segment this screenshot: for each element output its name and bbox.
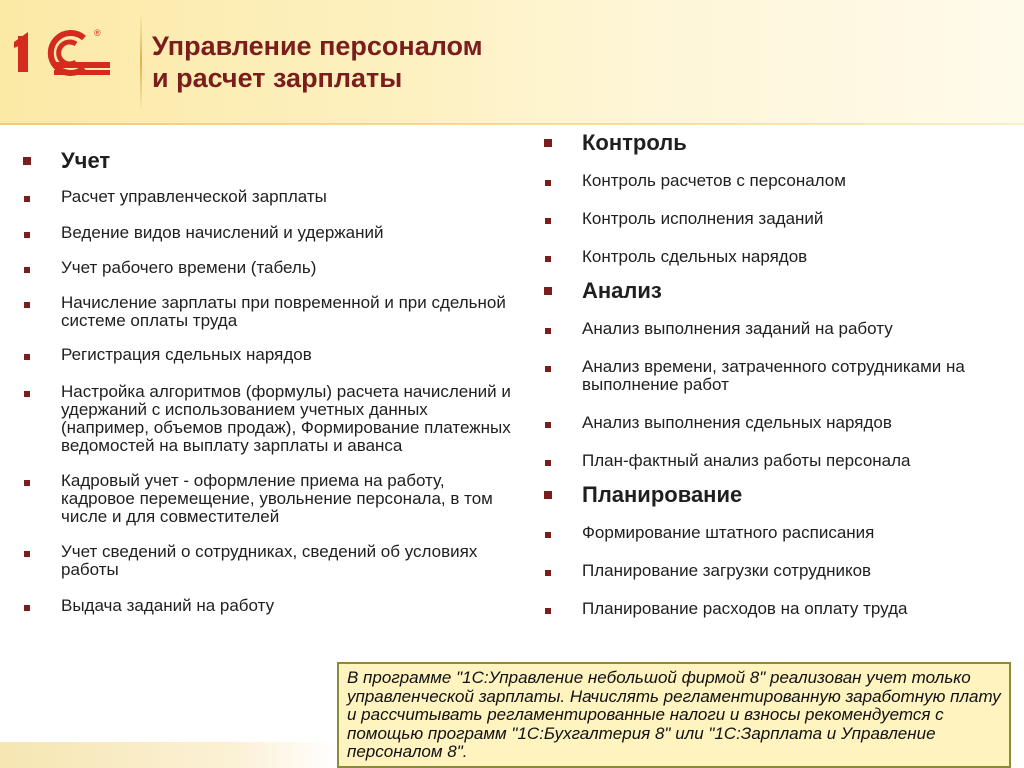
list-item: Анализ времени, затраченного сотрудниками на выполнение работ — [543, 358, 1003, 394]
list-item: Начисление зарплаты при повременной и при сдельной системе оплаты труда — [22, 294, 512, 330]
header-underline — [0, 123, 1024, 125]
list-item: Регистрация сдельных нарядов — [22, 346, 512, 364]
right-column — [543, 130, 1003, 618]
list-item: План-фактный анализ работы персонала — [543, 452, 1003, 470]
square-bullet-icon — [24, 480, 30, 486]
square-bullet-icon — [544, 491, 552, 499]
square-bullet-icon — [545, 366, 551, 372]
list-item: Учет сведений о сотрудниках, сведений об условиях работы — [22, 543, 512, 579]
square-bullet-icon — [24, 232, 30, 238]
square-bullet-icon — [24, 196, 30, 202]
page-title — [152, 30, 483, 94]
square-bullet-icon — [24, 551, 30, 557]
footer-band — [0, 742, 337, 768]
registered-mark: ® — [94, 28, 101, 38]
square-bullet-icon — [24, 267, 30, 273]
list-item: Формирование штатного расписания — [543, 524, 1003, 542]
square-bullet-icon — [24, 354, 30, 360]
list-item: Анализ выполнения сдельных нарядов — [543, 414, 1003, 432]
note-text: В программе "1С:Управление небольшой фирмой 8" реализован учет только управленческой зарплаты. Начислять регламентированную заработную плату и рассчитывать регламентированные налоги и взносы рекомендуется с помощью программ "1С:Бухгалтерия 8" или "1С:Зарплата и Управление персоналом 8". — [347, 668, 1001, 761]
list-item: Анализ выполнения заданий на работу — [543, 320, 1003, 338]
square-bullet-icon — [545, 460, 551, 466]
list-item: Планирование загрузки сотрудников — [543, 562, 1003, 580]
square-bullet-icon — [544, 139, 552, 147]
list-item: Контроль расчетов с персоналом — [543, 172, 1003, 190]
title-line-2: и расчет зарплаты — [152, 63, 403, 93]
heading-uchet: Учет — [22, 148, 512, 174]
title-line-1: Управление персоналом — [152, 31, 483, 61]
list-item: Планирование расходов на оплату труда — [543, 600, 1003, 618]
list-item: Контроль сдельных нарядов — [543, 248, 1003, 266]
square-bullet-icon — [545, 422, 551, 428]
square-bullet-icon — [24, 302, 30, 308]
left-column — [22, 148, 512, 615]
heading-kontrol: Контроль — [543, 130, 1003, 156]
1c-logo — [14, 22, 114, 78]
header-divider — [140, 12, 142, 112]
square-bullet-icon — [544, 287, 552, 295]
list-item: Расчет управленческой зарплаты — [22, 188, 512, 206]
list-item: Настройка алгоритмов (формулы) расчета начислений и удержаний с использованием учетных данных (например, объемов продаж), Формирование платежных ведомостей на выплату зарплаты и аванса — [22, 383, 512, 455]
square-bullet-icon — [545, 218, 551, 224]
heading-analiz: Анализ — [543, 278, 1003, 304]
square-bullet-icon — [23, 157, 31, 165]
square-bullet-icon — [24, 391, 30, 397]
square-bullet-icon — [545, 256, 551, 262]
square-bullet-icon — [545, 570, 551, 576]
list-item: Выдача заданий на работу — [22, 597, 512, 615]
square-bullet-icon — [24, 605, 30, 611]
square-bullet-icon — [545, 328, 551, 334]
note-box — [337, 662, 1011, 768]
square-bullet-icon — [545, 532, 551, 538]
list-item: Контроль исполнения заданий — [543, 210, 1003, 228]
list-item: Ведение видов начислений и удержаний — [22, 224, 512, 242]
heading-planirovanie: Планирование — [543, 482, 1003, 508]
list-item: Учет рабочего времени (табель) — [22, 259, 512, 277]
square-bullet-icon — [545, 180, 551, 186]
square-bullet-icon — [545, 608, 551, 614]
list-item: Кадровый учет - оформление приема на работу, кадровое перемещение, увольнение персонала, в том числе и для совместителей — [22, 472, 512, 526]
